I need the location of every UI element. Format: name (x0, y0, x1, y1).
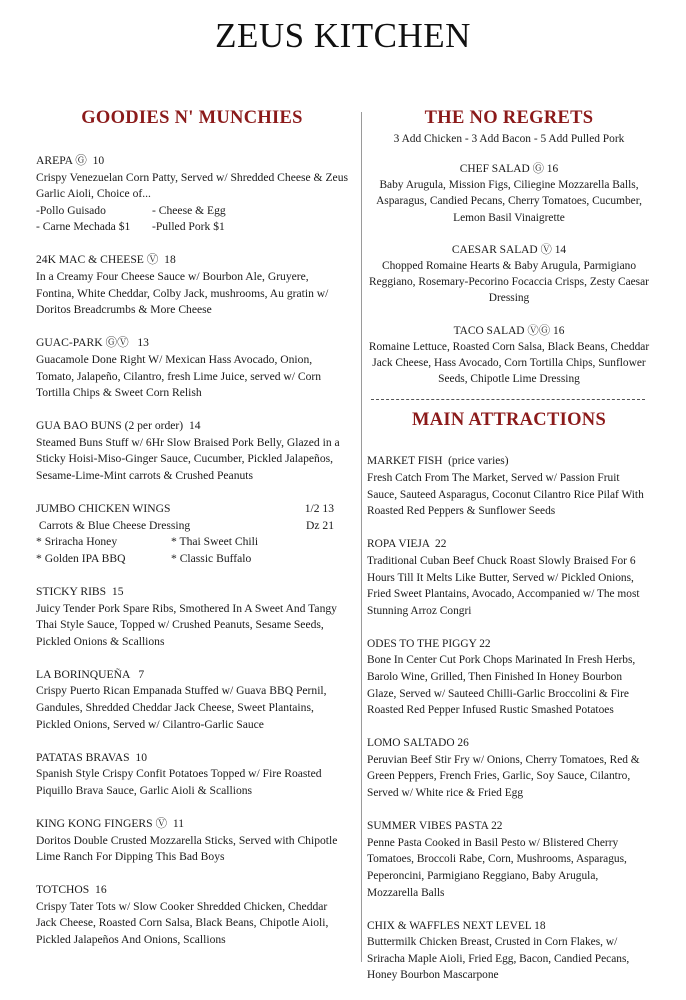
option: * Golden IPA BBQ (36, 551, 126, 565)
item-description: Traditional Cuban Beef Chuck Roast Slowly Braised For 6 Hours Till It Melts Like Butter, Served w/ Pickled Onions, Fried Sweet Plantains, Avocado, Accompanied w/ The most Stunning Arroz Congri (367, 554, 640, 617)
item-name: ODES TO THE PIGGY 22 (367, 637, 491, 650)
item-name: JUMBO CHICKEN WINGS (36, 502, 171, 516)
item-description: Guacamole Done Right W/ Mexican Hass Avocado, Onion, Tomato, Jalapeño, Cilantro, fresh Lime Juice, served w/ Corn Tortilla Chips & Sweet Corn Relish (36, 352, 322, 400)
item-description: Penne Pasta Cooked in Basil Pesto w/ Blistered Cherry Tomatoes, Broccoli Rabe, Corn, Mushrooms, Asparagus, Peperoncini, Parmigiano Reggiano, Baby Arugula, Mozzarella Balls (367, 836, 627, 899)
menu-item-chef-salad (367, 161, 651, 226)
option: * Thai Sweet Chili (171, 535, 259, 549)
item-description: Carrots & Blue Cheese Dressing (36, 518, 191, 532)
item-description: Crispy Venezuelan Corn Patty, Served w/ Shredded Cheese & Zeus Garlic Aioli, Choice of... (36, 170, 348, 201)
option: * Classic Buffalo (171, 551, 252, 565)
item-description-row (36, 518, 348, 535)
item-description: Bone In Center Cut Pork Chops Marinated In Fresh Herbs, Barolo Wine, Grilled, Then Finished In Honey Bourbon Glaze, Served w/ Sauteed Chilli-Garlic Broccolini & Fire Roasted Red Pepper Infused Rustic Smashed Potatoes (367, 654, 636, 717)
dashed-separator (371, 399, 645, 400)
item-name: SUMMER VIBES PASTA 22 (367, 820, 503, 833)
menu-item-la-borinquena (36, 667, 348, 733)
item-name: PATATAS BRAVAS 10 (36, 750, 148, 764)
item-description: Crispy Puerto Rican Empanada Stuffed w/ Guava BBQ Pernil, Gandules, Shredded Cheddar Jack Cheese, Sweet Plantains, Pickled Onions, Served w/ Cilantro-Garlic Sauce (36, 684, 327, 731)
item-options (36, 534, 348, 567)
item-price: 1/2 13 (304, 502, 334, 516)
item-price: Dz 21 (305, 518, 334, 532)
menu-item-arepa (36, 153, 348, 236)
item-description: Spanish Style Crispy Confit Potatoes Topped w/ Fire Roasted Piquillo Brava Sauce, Garlic Aioli & Scallions (36, 767, 322, 797)
item-description: Fresh Catch From The Market, Served w/ Passion Fruit Sauce, Sauteed Asparagus, Coconut Cilantro Rice Pilaf With Roasted Red Peppers & Sunflower Seeds (367, 472, 644, 518)
menu-item-caesar-salad (367, 242, 651, 307)
section-heading-goodies: GOODIES N' MUNCHIES (81, 108, 303, 128)
menu-item-chix-waffles (367, 918, 651, 984)
item-description: Buttermilk Chicken Breast, Crusted in Corn Flakes, w/ Sriracha Maple Aioli, Fried Egg, Bacon, Candied Pecans, Honey Bourbon Mascarpone (367, 936, 630, 982)
menu-item-totchos (36, 882, 348, 948)
item-description: Peruvian Beef Stir Fry w/ Onions, Cherry Tomatoes, Red & Green Peppers, French Fries, Garlic, Soy Sauce, Cilantro, Served w/ White rice & Fried Egg (367, 753, 640, 800)
section-heading-no-regrets: THE NO REGRETS (424, 108, 594, 128)
option: - Cheese & Egg (152, 203, 226, 217)
option: -Pollo Guisado (36, 203, 106, 217)
left-column (36, 108, 348, 965)
item-name: AREPA Ⓖ 10 (36, 154, 105, 167)
item-name: TOTCHOS 16 (36, 883, 107, 897)
item-name: CAESAR SALAD Ⓥ 14 (451, 243, 567, 256)
menu-item-bao-buns (36, 418, 348, 484)
item-description: Doritos Double Crusted Mozzarella Sticks, Served with Chipotle Lime Ranch For Dipping This Bad Boys (36, 833, 338, 864)
menu-item-mac-cheese (36, 252, 348, 318)
item-name: LOMO SALTADO 26 (367, 737, 469, 750)
menu-item-ropa-vieja (367, 536, 651, 619)
item-description: Romaine Lettuce, Roasted Corn Salsa, Black Beans, Cheddar Jack Cheese, Hass Avocado, Corn Tortilla Chips, Sunflower Seeds, Chipotle Lime Dressing (368, 340, 650, 386)
item-name-row (36, 501, 348, 518)
menu-item-market-fish (367, 453, 651, 519)
section-heading-main-attractions: MAIN ATTRACTIONS (411, 410, 607, 431)
item-name: MARKET FISH (price varies) (367, 455, 509, 468)
item-name: KING KONG FINGERS Ⓥ 11 (36, 817, 185, 830)
main-attractions-list (367, 453, 651, 984)
item-name: GUA BAO BUNS (2 per order) 14 (36, 419, 201, 433)
menu-item-summer-vibes-pasta (367, 818, 651, 901)
item-description: Baby Arugula, Mission Figs, Ciliegine Mozzarella Balls, Asparagus, Candied Pecans, Cherry Tomatoes, Cucumber, Lemon Basil Vinaigrette (376, 179, 642, 224)
restaurant-title: ZEUS KITCHEN (215, 16, 471, 55)
item-description: Juicy Tender Pork Spare Ribs, Smothered In A Sweet And Tangy Thai Style Sauce, Topped w/ Crushed Peanuts, Sesame Seeds, Pickled Onions & Scallions (36, 601, 337, 648)
menu-item-patatas-bravas (36, 750, 348, 800)
menu-item-lomo-saltado (367, 735, 651, 801)
menu-item-taco-salad (367, 323, 651, 388)
item-name: 24K MAC & CHEESE Ⓥ 18 (36, 253, 176, 267)
item-description: Chopped Romaine Hearts & Baby Arugula, Parmigiano Reggiano, Rosemary-Pecorino Focaccia Crisps, Zesty Caesar Dressing (369, 260, 649, 305)
right-column (367, 108, 651, 1000)
menu-item-odes-to-the-piggy (367, 636, 651, 719)
item-name: CHIX & WAFFLES NEXT LEVEL 18 (367, 919, 546, 932)
menu-item-chicken-wings (36, 501, 348, 567)
item-name: LA BORINQUEÑA 7 (36, 667, 145, 681)
item-description: In a Creamy Four Cheese Sauce w/ Bourbon Ale, Gruyere, Fontina, White Cheddar, Colby Jack, mushrooms, Au gratin w/ Doritos Breadcrumbs & More Cheese (36, 270, 329, 317)
menu-item-guac-park (36, 335, 348, 401)
item-description: Crispy Tater Tots w/ Slow Cooker Shredded Chicken, Cheddar Jack Cheese, Roasted Corn Salsa, Black Beans, Chipotle Aioli, Pickled Jalapeños And Onions, Scallions (36, 899, 329, 947)
item-name: ROPA VIEJA 22 (367, 538, 447, 551)
item-name: GUAC-PARK ⒼⓋ 13 (36, 336, 149, 350)
item-name: TACO SALAD ⓋⒼ 16 (453, 324, 565, 337)
item-name: STICKY RIBS 15 (36, 584, 124, 598)
column-divider (361, 112, 362, 962)
menu-item-sticky-ribs (36, 584, 348, 650)
menu-item-king-kong-fingers (36, 816, 348, 866)
option: -Pulled Pork $1 (152, 220, 225, 234)
option: * Sriracha Honey (36, 535, 118, 549)
option: - Carne Mechada $1 (36, 220, 131, 234)
item-options (36, 203, 348, 236)
item-description: Steamed Buns Stuff w/ 6Hr Slow Braised Pork Belly, Glazed in a Sticky Hoisi-Miso-Ginger Sauce, Cucumber, Pickled Jalapeños, Sesame-Lime-Mint carrots & Crushed Peanuts (36, 435, 340, 482)
item-name: CHEF SALAD Ⓖ 16 (459, 163, 559, 175)
salad-addons: 3 Add Chicken - 3 Add Bacon - 5 Add Pulled Pork (393, 133, 625, 145)
